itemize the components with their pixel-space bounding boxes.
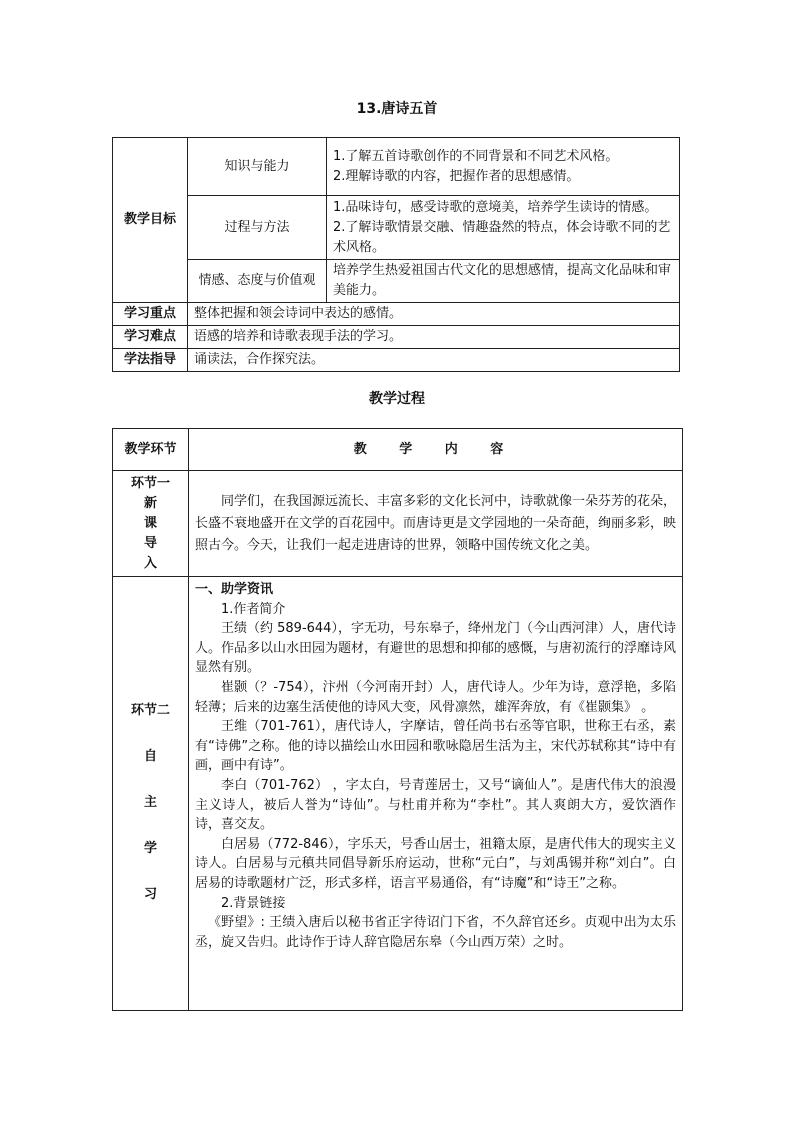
stage-label-line: 习 bbox=[143, 887, 157, 902]
objective-content-attitude bbox=[327, 260, 680, 303]
difficulties-value: 语感的培养和诗歌表现手法的学习。 bbox=[188, 326, 680, 349]
objective-line: 1.品味诗句，感受诗歌的意境美，培养学生读诗的情感。 bbox=[333, 199, 658, 215]
method-label: 学法指导 bbox=[113, 349, 188, 372]
stage-label-line: 入 bbox=[143, 555, 157, 571]
subheading-authors: 1.作者简介 bbox=[221, 601, 286, 617]
author-bio-baijuyi: 白居易（772-846），字乐天，号香山居士，祖籍太原，是唐代伟大的现实主义诗人。白居易与元稹共同倡导新乐府运动，世称“元白”，与刘禹锡并称“刘白”。白居易的诗歌题材广泛，形式多样，语言平易通俗，有“诗魔”和“诗王”之称。 bbox=[195, 836, 676, 891]
objective-line: 2.理解诗歌的内容，把握作者的思想感情。 bbox=[333, 168, 580, 184]
objectives-table bbox=[112, 137, 680, 372]
stage-label-line: 自 bbox=[143, 749, 157, 764]
author-bio-wangwei: 王维（701-761），唐代诗人，字摩诘，曾任尚书右丞等官职，世称王右丞，素有“诗佛”之称。他的诗以描绘山水田园和歌咏隐居生活为主，宋代苏轼称其“诗中有画，画中有诗”。 bbox=[195, 719, 676, 774]
stage-label-line: 学 bbox=[143, 841, 157, 856]
stage-label-line: 课 bbox=[143, 515, 157, 531]
key-points-label: 学习重点 bbox=[113, 303, 188, 326]
background-text: 《野望》: 王绩入唐后以秘书省正字待诏门下省，不久辞官还乡。贞观中出为太乐丞，旋又告归。此诗作于诗人辞官隐居东皋（今山西万荣）之时。 bbox=[195, 915, 676, 950]
stage-label-line: 导 bbox=[143, 535, 157, 551]
page-title: 13.唐诗五首 bbox=[356, 101, 438, 117]
objective-content-knowledge bbox=[327, 138, 680, 196]
objective-label-process: 过程与方法 bbox=[188, 196, 327, 260]
stage-label-line: 主 bbox=[143, 795, 157, 810]
method-value: 诵读法，合作探究法。 bbox=[188, 349, 680, 372]
key-points-value: 整体把握和领会诗词中表达的感情。 bbox=[188, 303, 680, 326]
objectives-section-label: 教学目标 bbox=[113, 138, 188, 303]
author-bio-wangji: 王绩（约 589-644），字无功，号东皋子，绛州龙门（今山西河津）人，唐代诗人。作品多以山水田园为题材，有避世的思想和抑郁的感慨，与唐初流行的浮靡诗风显然有别。 bbox=[195, 621, 677, 676]
stage2-label bbox=[113, 577, 189, 1011]
col-header-stage: 教学环节 bbox=[113, 429, 189, 471]
stage2-content bbox=[189, 577, 683, 1011]
stage-label-line: 新 bbox=[143, 495, 157, 511]
objective-content-process bbox=[327, 196, 680, 260]
author-bio-cuihao: 崔颢（？-754），汴州（今河南开封）人，唐代诗人。少年为诗，意浮艳，多陷轻薄；后来的边塞生活使他的诗风大变，风骨凛然，雄浑奔放，有《崔颢集》 。 bbox=[195, 679, 676, 715]
stage1-text: 同学们，在我国源远流长、丰富多彩的文化长河中，诗歌就像一朵芬芳的花朵，长盛不衰地盛开在文学的百花园中。而唐诗更是文学园地的一朵奇葩，绚丽多彩，映照古今。今天，让我们一起走进唐诗的世界，领略中国传统文化之美。 bbox=[195, 493, 677, 553]
objective-label-knowledge: 知识与能力 bbox=[188, 138, 327, 196]
process-heading: 教学过程 bbox=[369, 391, 425, 407]
stage1-label bbox=[113, 471, 189, 577]
objective-label-attitude: 情感、态度与价值观 bbox=[188, 260, 327, 303]
objective-line: 1.了解五首诗歌创作的不同背景和不同艺术风格。 bbox=[333, 148, 619, 164]
stage-label-line: 环节二 bbox=[130, 703, 170, 718]
author-bio-libai: 李白（701-762） ，字太白，号青莲居士，又号“谪仙人”。是唐代伟大的浪漫主义诗人，被后人誉为“诗仙”。与杜甫并称为“李杜”。其人爽朗大方，爱饮酒作诗，喜交友。 bbox=[195, 777, 676, 833]
stage1-content bbox=[189, 471, 683, 577]
difficulties-label: 学习难点 bbox=[113, 326, 188, 349]
process-table bbox=[112, 428, 683, 1011]
objective-line: 培养学生热爱祖国古代文化的思想感情，提高文化品味和审美能力。 bbox=[333, 263, 672, 298]
objective-line: 2.了解诗歌情景交融、情趣盎然的特点，体会诗歌不同的艺术风格。 bbox=[333, 219, 671, 255]
subheading-background: 2.背景链接 bbox=[221, 895, 286, 911]
stage-label-line: 环节一 bbox=[130, 475, 170, 491]
col-header-content: 教 学 内 容 bbox=[189, 429, 683, 471]
section-title: 一、助学资讯 bbox=[195, 582, 274, 597]
